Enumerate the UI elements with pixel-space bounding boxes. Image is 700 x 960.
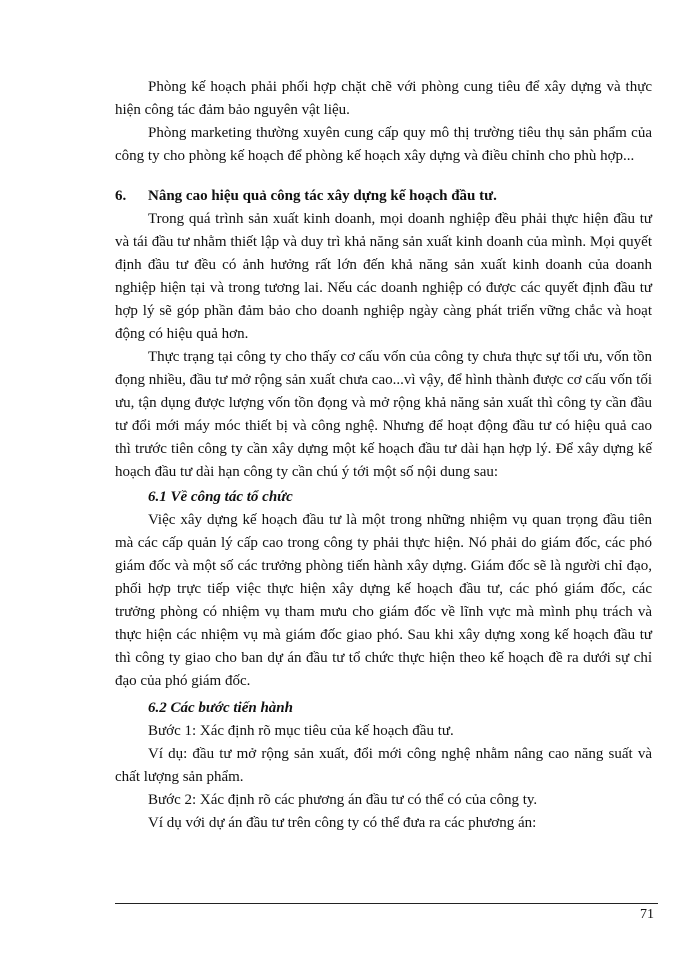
footer-divider	[115, 903, 658, 904]
page-number: 71	[640, 907, 654, 922]
subsection-heading: 6.1 Về công tác tổ chức	[148, 489, 293, 505]
paragraph: Phòng kế hoạch phải phối hợp chặt chẽ với phòng cung tiêu để xây dựng và thực hiện công tác đảm bảo nguyên vật liệu.	[115, 79, 652, 118]
section-title: Nâng cao hiệu quả công tác xây dựng kế hoạch đầu tư.	[148, 188, 497, 204]
paragraph: Việc xây dựng kế hoạch đầu tư là một trong những nhiệm vụ quan trọng đầu tiên mà các cấp quản lý cấp cao trong công ty phải thực hiện. Nó phải do giám đốc, các phó giám đốc và một số các trưởng phòng tiến hành xây dựng. Giám đốc sẽ là người chỉ đạo, phối hợp trực tiếp việc thực hiện xây dựng kế hoạch đầu tư, các phó giám đốc, các trưởng phòng có nhiệm vụ tham mưu cho giám đốc về lĩnh vực mà mình phụ trách và thực hiện các nhiệm vụ mà giám đốc giao phó. Sau khi xây dựng xong kế hoạch đầu tư thì công ty giao cho ban dự án đầu tư tổ chức thực hiện theo kế hoạch đề ra dưới sự chỉ đạo của phó giám đốc.	[115, 512, 652, 689]
paragraph: Ví dụ: đầu tư mở rộng sản xuất, đổi mới công nghệ nhằm nâng cao năng suất và chất lượng sản phẩm.	[115, 746, 652, 785]
section-number: 6.	[115, 188, 127, 204]
paragraph: Bước 2: Xác định rõ các phương án đầu tư có thể có của công ty.	[148, 792, 538, 808]
paragraph: Bước 1: Xác định rõ mục tiêu của kế hoạch đầu tư.	[148, 723, 454, 739]
paragraph: Trong quá trình sản xuất kinh doanh, mọi doanh nghiệp đều phải thực hiện đầu tư và tái đầu tư nhằm thiết lập và duy trì khả năng sản xuất kinh doanh của mình. Mọi quyết định đầu tư đều có ảnh hưởng rất lớn đến khả năng sản xuất kinh doanh của doanh nghiệp hiện tại và trong tương lai. Nếu các doanh nghiệp có được các quyết định đầu tư hợp lý sẽ góp phần đảm bảo cho doanh nghiệp ngày càng phát triển vững chắc và hoạt động có hiệu quả hơn.	[115, 211, 652, 342]
paragraph: Thực trạng tại công ty cho thấy cơ cấu vốn của công ty chưa thực sự tối ưu, vốn tồn đọng nhiều, đầu tư mở rộng sản xuất chưa cao...vì vậy, để hình thành được cơ cấu vốn tối ưu, tận dụng được lượng vốn tồn đọng và mở rộng khả năng sản xuất thì công ty cần đầu tư đổi mới máy móc thiết bị và công nghệ. Nhưng để hoạt động đầu tư có hiệu quả cao thì trước tiên công ty cần xây dựng một kế hoạch đầu tư dài hạn hợp lý. Để xây dựng kế hoạch đầu tư dài hạn công ty cần chú ý tới một số nội dung sau:	[115, 349, 652, 480]
subsection-heading: 6.2 Các bước tiến hành	[148, 700, 293, 716]
page-body	[115, 76, 652, 835]
paragraph: Ví dụ với dự án đầu tư trên công ty có thể đưa ra các phương án:	[148, 815, 537, 831]
paragraph: Phòng marketing thường xuyên cung cấp quy mô thị trường tiêu thụ sản phẩm của công ty cho phòng kế hoạch để phòng kế hoạch xây dựng và điều chỉnh cho phù hợp...	[115, 125, 652, 164]
section-heading	[115, 185, 652, 208]
